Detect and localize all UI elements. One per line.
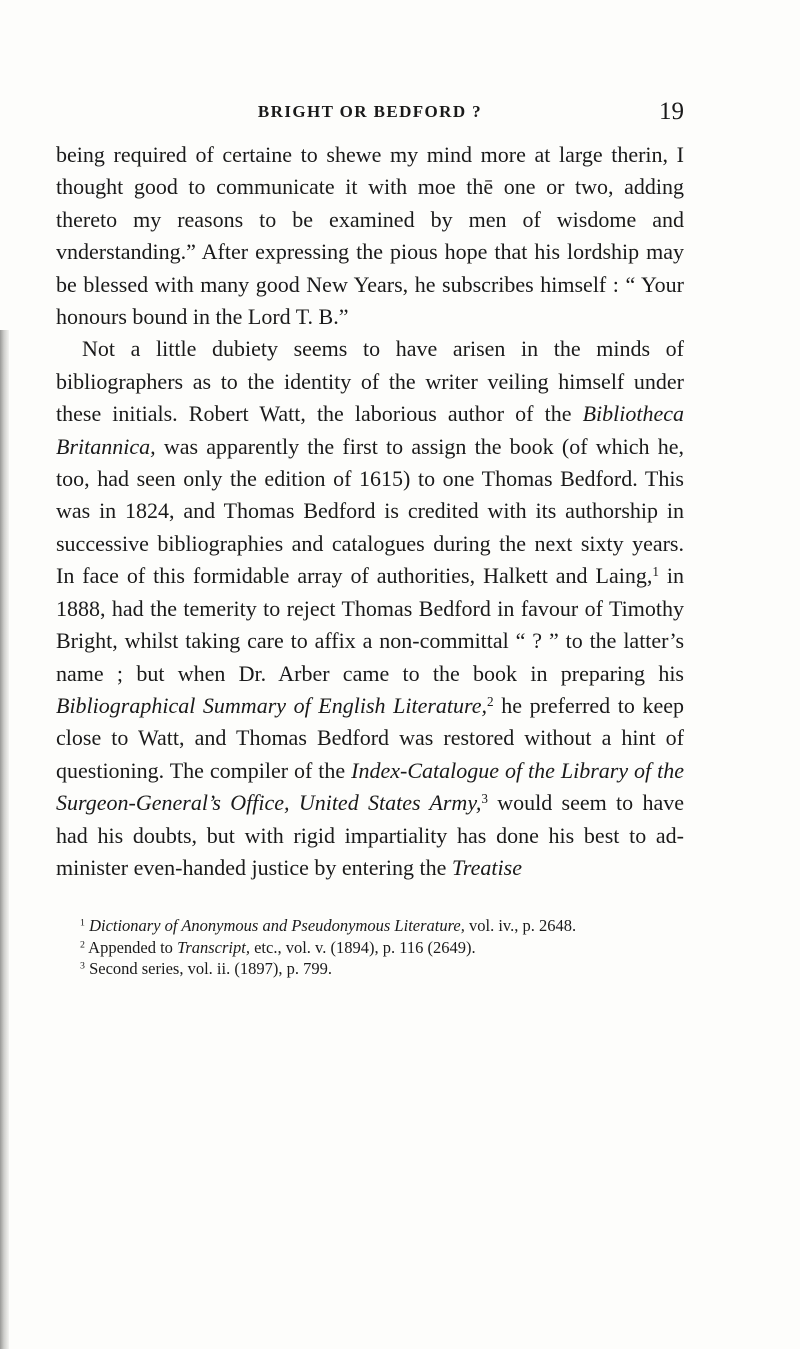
paragraph-2 xyxy=(56,333,684,884)
footnote-ref-2: 2 xyxy=(487,693,494,709)
footnote-1 xyxy=(56,915,684,937)
title-index-catalogue: Index-Catalogue of the Library of the Surgeon-General’s Office, United States Army, xyxy=(56,757,684,816)
footnote-text: Second series, vol. ii. (1897), p. 799. xyxy=(84,959,332,978)
footnote-ref-1: 1 xyxy=(652,564,659,580)
title-treatise: Treatise xyxy=(451,854,522,880)
footnote-ref-3: 3 xyxy=(481,790,488,806)
text-run: he preferred to keep close to Watt, and Thomas Bedford was restored without a hint of questioning. The compiler of the xyxy=(56,692,684,783)
footnote-2 xyxy=(56,937,684,959)
text-run: Not a little dubiety seems to have arisen in the minds of bibliographers as to the identity of the writer veiling himself under these initials. Robert Watt, the laborious author of the xyxy=(56,336,684,427)
running-head: BRIGHT OR BEDFORD ? xyxy=(257,102,483,121)
title-bibliographical-summary: Bibliographical Summary of English Literature, xyxy=(56,692,488,718)
footnotes xyxy=(56,915,684,980)
text-run: was apparently the first to assign the book (of which he, too, had seen only the edition of 1615) to one Thomas Bedford. This was in 1824, and Thomas Bedford is credited with its authorship in successive bibliographies and catalogues during the next sixty years. In face of this formidable array of authorities, Halkett and Laing, xyxy=(56,433,684,589)
body-text xyxy=(56,139,684,884)
footnote-text: Appended to xyxy=(84,937,178,957)
footnote-title: Dictionary of Anonymous and Pseudonymous Literature, xyxy=(89,916,465,935)
paragraph-1: being required of certaine to shewe my mind more at large therin, I thought good to communicate it with moe thē one or two, adding thereto my reasons to be examined by men of wisdome and vnderstanding.” After expressing the pious hope that his lordship may be blessed with many good New Years, he subscribes himself : “ Your honours bound in the Lord T. B.” xyxy=(56,142,684,330)
text-run: in 1888, had the temerity to reject Thomas Bedford in favour of Timothy Bright, whilst taking care to affix a non-committal “ ? ” to the latter’s name ; but when Dr. Arber came to the book in preparing his xyxy=(56,563,684,686)
footnote-mark: 3 xyxy=(80,960,85,972)
title-bibliotheca-britannica: Bibliotheca Britannica, xyxy=(56,401,684,459)
page-header xyxy=(56,98,684,132)
footnote-mark: 1 xyxy=(80,917,85,929)
footnote-text: vol. iv., p. 2648. xyxy=(464,916,577,935)
page-gutter-shadow xyxy=(0,330,9,1349)
footnote-text: etc., vol. v. (1894), p. 116 (2649). xyxy=(249,937,476,957)
footnote-title: Transcript, xyxy=(177,937,250,957)
text-run: would seem to have had his doubts, but with rigid impartiality has done his best to ad-minister even-handed justice by entering the xyxy=(56,790,684,880)
footnote-3 xyxy=(56,958,684,980)
page-number: 19 xyxy=(659,98,684,125)
footnote-mark: 2 xyxy=(80,939,85,951)
